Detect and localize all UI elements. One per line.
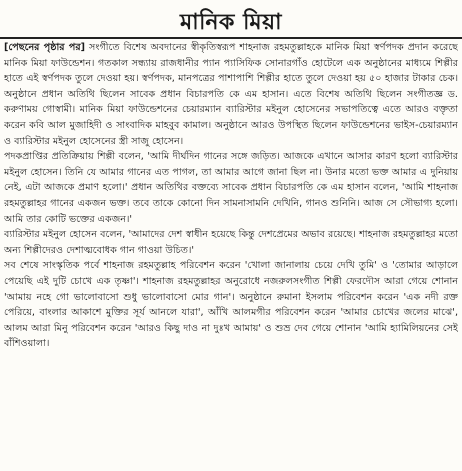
article-paragraph-1 bbox=[4, 40, 458, 149]
headline-block bbox=[0, 0, 462, 40]
headline-rule bbox=[0, 37, 462, 39]
article-paragraph-2: পদকপ্রাপ্তির প্রতিক্রিয়ায় শিল্পী বলেন, 'আমি দীর্ঘদিন গানের সঙ্গে জড়িত। আজকে এখানে আসার কারণ হলো ব্যারিস্টার মইনুল হোসেন। তিনি যে আমার গানের এত পাগল, তা আমার আগে জানা ছিল না। উনার মতো ভক্ত আমার এ দুনিয়ায় নেই, এটা আজকে প্রমাণ হলো।' প্রধান অতিথির বক্তব্যে সাবেক প্রধান বিচারপতি কে এম হাসান বলেন, 'আমি শাহনাজ রহমতুল্লাহর গানের একজন ভক্ত। তবে তাকে কোনো দিন সামনাসামনি দেখিনি, গানও শুনিনি। আজ সে সৌভাগ্য হলো। আমি তার কোটি ভক্তের একজন।' bbox=[4, 151, 458, 225]
headline: মানিক মিয়া bbox=[180, 9, 282, 35]
continued-from-label: [পেছনের পৃষ্ঠার পর] bbox=[4, 42, 86, 53]
paragraph-text: সংগীতে বিশেষ অবদানের স্বীকৃতিস্বরূপ শাহনাজ রহমতুল্লাহকে মানিক মিয়া স্বর্ণপদক প্রদান করেছে মানিক মিয়া ফাউন্ডেশন। গতকাল সন্ধ্যায় রাজধানীর প্যান প্যাসিফিক সোনারগাঁও হোটেলে এক অনুষ্ঠানের মাধ্যমে শিল্পীর হাতে এই স্বর্ণপদক তুলে দেওয়া হয়। স্বর্ণপদক, মানপত্রের পাশাপাশি শিল্পীর হাতে তুলে দেওয়া হয় ৫০ হাজার টাকার চেক। অনুষ্ঠানে প্রধান অতিথি ছিলেন সাবেক প্রধান বিচারপতি কে এম হাসান। এতে বিশেষ অতিথি ছিলেন সংগীতজ্ঞ ড. করুণাময় গোস্বামী। মানিক মিয়া ফাউন্ডেশনের চেয়ারম্যান ব্যারিস্টার মইনুল হোসেনের সভাপতিত্বে এতে আরও বক্তৃতা করেন কবি আল মুজাহিদী ও সাংবাদিক মাহবুব কামাল। অনুষ্ঠানে আরও উপস্থিত ছিলেন ফাউন্ডেশনের ভাইস-চেয়ারম্যান ও ব্যারিস্টার মইনুল হোসেনের স্ত্রী সাজু হোসেন। bbox=[4, 42, 458, 147]
article-paragraph-3: ব্যারিস্টার মইনুল হোসেন বলেন, 'আমাদের দেশ স্বাধীন হয়েছে কিন্তু দেশপ্রেমের অভাব রয়েছে। শাহনাজ রহমতুল্লাহর মতো অন্য শিল্পীদেরও দেশাত্মবোধক গান গাওয়া উচিত।' bbox=[4, 229, 458, 256]
article-paragraph-4: সব শেষে সাংস্কৃতিক পর্বে শাহনাজ রহমতুল্লাহ পরিবেশন করেন 'খোলা জানালায় চেয়ে দেখি তুমি' ও 'তোমার আড়ালে পেয়েছি এই দুটি চোখে এক তৃষ্ণা'। শাহনাজ রহমতুল্লাহর অনুরোধে নজরুলসংগীত শিল্পী ফেরদৌস আরা গেয়ে শোনান 'আমায় নহে গো ভালোবাসো শুধু ভালোবাসো মোর গান'। অনুষ্ঠানে রুমানা ইসলাম পরিবেশন করেন 'এক নদী রক্ত পেরিয়ে, বাংলার আকাশে মুক্তির সূর্য আনলে যারা', আঁখি আলমগীর পরিবেশন করেন 'আমার চোখের জলের মাঝে', আলম আরা মিনু পরিবেশন করেন 'আরও কিছু দাও না দুঃখ আমায়' ও শুভ্র দেব গেয়ে শোনান 'আমি হ্যামিলিয়নের সেই বাঁশিওয়ালা। bbox=[4, 260, 458, 350]
article-body bbox=[4, 40, 458, 471]
